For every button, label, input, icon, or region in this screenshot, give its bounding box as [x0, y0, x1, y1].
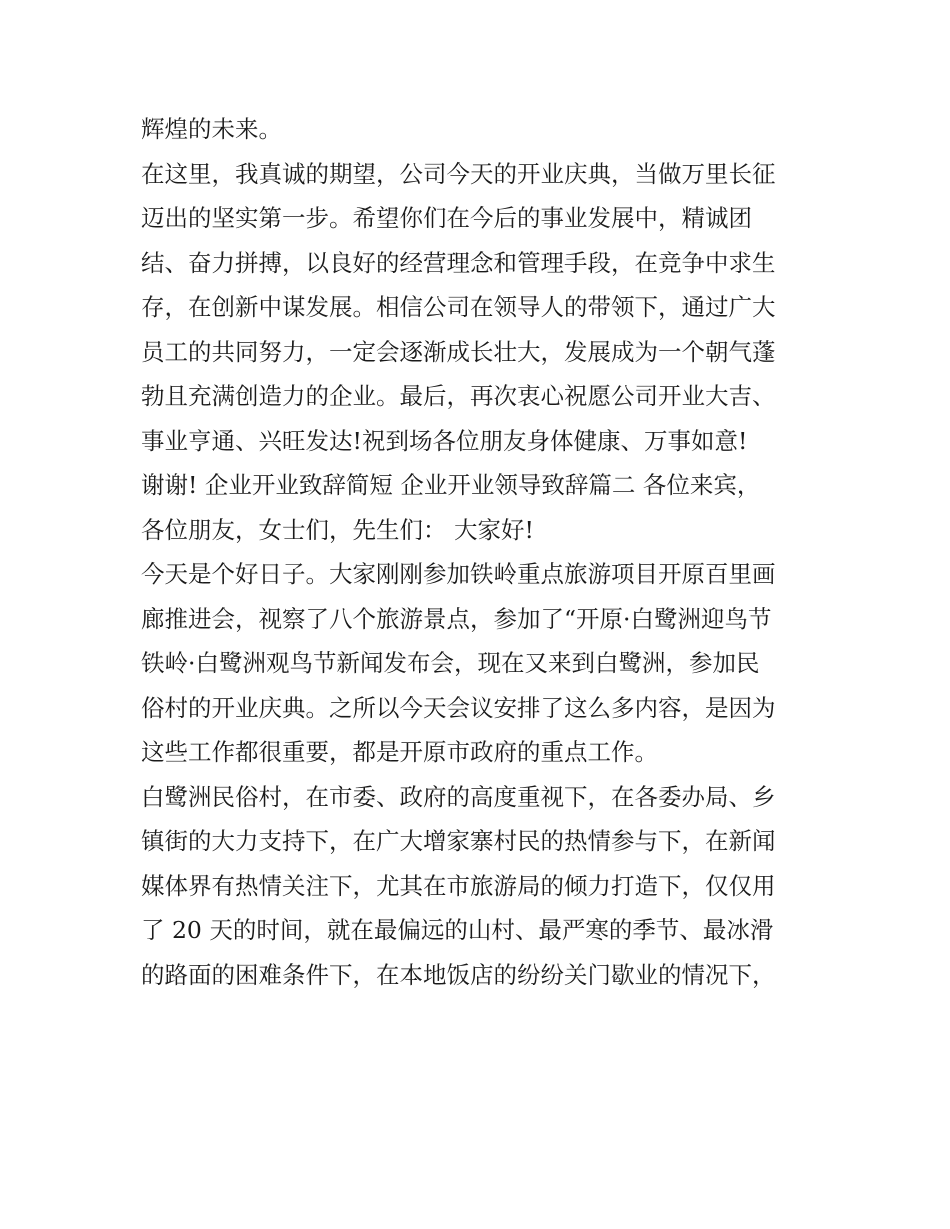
text-line: 迈出的坚实第一步。希望你们在今后的事业发展中，精诚团	[141, 204, 752, 232]
text-line: 媒体界有热情关注下，尤其在市旅游局的倾力打造下，仅仅用	[141, 871, 776, 900]
text-line: 镇街的大力支持下，在广大增家寨村民的热情参与下，在新闻	[141, 827, 776, 855]
text-line: 员工的共同努力，一定会逐渐成长壮大，发展成为一个朝气蓬	[141, 337, 776, 366]
text-line: 事业亨通、兴旺发达!祝到场各位朋友身体健康、万事如意!	[141, 426, 748, 455]
text-line: 廊推进会，视察了八个旅游景点，参加了“开原·白鹭洲迎鸟节	[141, 604, 772, 633]
text-line: 今天是个好日子。大家刚刚参加铁岭重点旅游项目开原百里画	[141, 560, 776, 588]
text-line: 勃且充满创造力的企业。最后，再次衷心祝愿公司开业大吉、	[141, 382, 776, 410]
body-text	[141, 107, 821, 997]
text-line: 俗村的开业庆典。之所以今天会议安排了这么多内容，是因为	[141, 693, 776, 722]
text-line: 了 20 天的时间，就在最偏远的山村、最严寒的季节、最冰滑	[141, 916, 774, 944]
text-line: 存，在创新中谋发展。相信公司在领导人的带领下，通过广大	[141, 293, 776, 321]
text-line: 各位朋友，女士们，先生们： 大家好!	[141, 515, 534, 544]
text-line: 的路面的困难条件下，在本地饭店的纷纷关门歇业的情况下，	[141, 960, 776, 989]
text-line: 这些工作都很重要，都是开原市政府的重点工作。	[141, 738, 658, 766]
text-line: 铁岭·白鹭洲观鸟节新闻发布会，现在又来到白鹭洲，参加民	[141, 649, 760, 677]
text-line: 结、奋力拼搏，以良好的经营理念和管理手段，在竞争中求生	[141, 248, 776, 277]
text-line: 辉煌的未来。	[141, 115, 282, 143]
text-line: 谢谢! 企业开业致辞简短 企业开业领导致辞篇二 各位来宾，	[141, 471, 761, 499]
text-line: 在这里，我真诚的期望，公司今天的开业庆典，当做万里长征	[141, 159, 776, 188]
text-line: 白鹭洲民俗村，在市委、政府的高度重视下，在各委办局、乡	[141, 782, 776, 811]
